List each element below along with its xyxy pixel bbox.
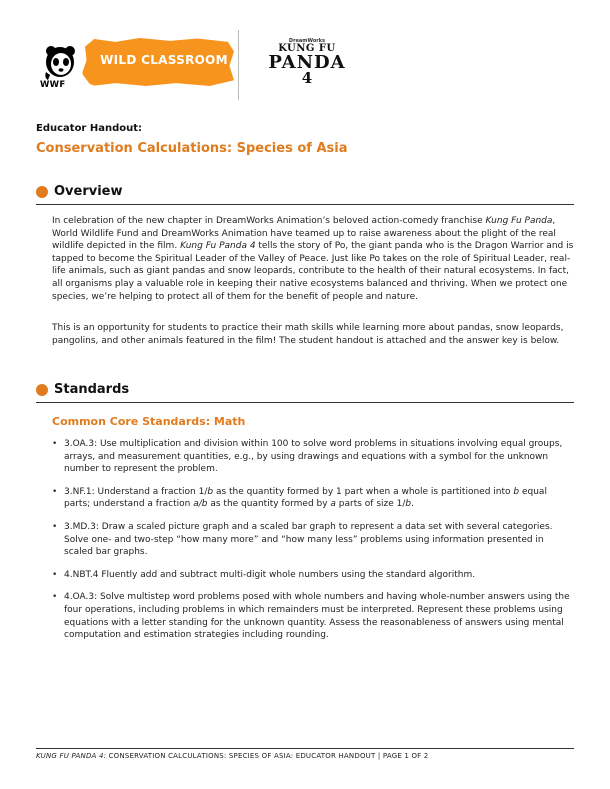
- standards-list: [52, 438, 574, 652]
- footer-divider: [36, 748, 574, 749]
- text-run: 3.MD.3: Draw a scaled picture graph and a scaled bar graph to represent a data set with several categories. Solve one- and two-step “how many more” and “how many less” problems using information presented in scaled bar graphs.: [64, 521, 553, 558]
- text-run: as the quantity formed by: [207, 499, 331, 510]
- eyebrow-label: Educator Handout:: [36, 123, 143, 134]
- list-item: [52, 438, 574, 476]
- overview-paragraph-1: [52, 215, 574, 303]
- italic-run: a: [330, 499, 336, 510]
- bullet-dot-icon: [36, 384, 48, 396]
- header-divider: [238, 30, 239, 100]
- italic-run: b: [513, 486, 520, 497]
- overview-paragraph-2: This is an opportunity for students to practice their math skills while learning more about pandas, snow leopards, pangolins, and other animals featured in the film! The student handout is attached and the answer key is below.: [52, 323, 564, 346]
- footer-text: CONSERVATION CALCULATIONS: SPECIES OF ASIA: EDUCATOR HANDOUT | PAGE 1 OF 2: [106, 752, 429, 760]
- footer-title: KUNG FU PANDA 4:: [36, 752, 107, 760]
- dreamworks-label: DreamWorks: [288, 38, 326, 44]
- text-run: equal parts; understand a fraction: [64, 486, 547, 510]
- italic-run: Kung Fu Panda: [485, 216, 553, 226]
- standards-heading-bar: [36, 382, 574, 403]
- text-run: , World Wildlife Fund and DreamWorks Animation have teamed up to raise awareness about the plight of the real wildlife depicted in the film.: [52, 216, 556, 252]
- page-title: Conservation Calculations: Species of Asia: [36, 141, 348, 156]
- italic-run: b: [207, 486, 214, 497]
- wild-classroom-logo: WILD CLASSROOM: [100, 53, 228, 67]
- kfp-line-1: KUNG FU: [278, 43, 336, 54]
- list-item: [52, 569, 574, 582]
- wwf-label: WWF: [40, 80, 66, 90]
- kfp-line-3: 4: [301, 69, 313, 87]
- bullet-dot-icon: [36, 186, 48, 198]
- footer: [36, 752, 428, 760]
- kfp-line-2: PANDA: [268, 52, 346, 73]
- text-run: 3.OA.3: Use multiplication and division within 100 to solve word problems in situations involving equal groups, arrays, and measurement quantities, e.g., by using drawings and equations with a symbol for the unknown number to represent the problem.: [64, 439, 563, 475]
- standards-subheading: Common Core Standards: Math: [52, 415, 246, 428]
- text-run: as the quantity formed by 1 part when a whole is partitioned into: [213, 486, 514, 497]
- italic-run: Kung Fu Panda 4: [180, 241, 256, 252]
- italic-run: b: [405, 499, 412, 510]
- list-item: [52, 486, 574, 511]
- text-run: parts of size 1/: [335, 499, 406, 510]
- text-run: 4.NBT.4 Fluently add and subtract multi-digit whole numbers using the standard algorithm.: [64, 569, 476, 580]
- text-run: .: [411, 499, 415, 510]
- header: [36, 28, 576, 104]
- overview-heading-bar: [36, 184, 574, 205]
- standards-heading: Standards: [54, 382, 130, 397]
- list-item: [52, 591, 574, 641]
- text-run: tells the story of Po, the giant panda who is the Dragon Warrior and is tapped to become the Spiritual Leader of the Valley of Peace. Just like Po takes on the role of Spiritual Leader, real-life animals, such as giant pandas and snow leopards, contribute to the health of their natural ecosystems. In fact, all organisms play a valuable role in keeping their native ecosystems balanced and thriving. When we protect one species, we’re helping to protect all of them for the benefit of people and nature.: [52, 241, 574, 302]
- text-run: 4.OA.3: Solve multistep word problems posed with whole numbers and having whole-number answers using the four operations, including problems in which remainders must be interpreted. Represent these problems using equations with a letter standing for the unknown quantity. Assess the reasonableness of answers using mental computation and estimation strategies including rounding.: [64, 592, 570, 641]
- text-run: In celebration of the new chapter in DreamWorks Animation’s beloved action-comedy franchise: [52, 216, 486, 226]
- overview-heading: Overview: [54, 184, 123, 199]
- italic-run: a/b: [193, 499, 208, 510]
- kung-fu-panda-logo: [252, 38, 362, 98]
- list-item: [52, 521, 574, 559]
- text-run: 3.NF.1: Understand a fraction 1/: [64, 486, 208, 497]
